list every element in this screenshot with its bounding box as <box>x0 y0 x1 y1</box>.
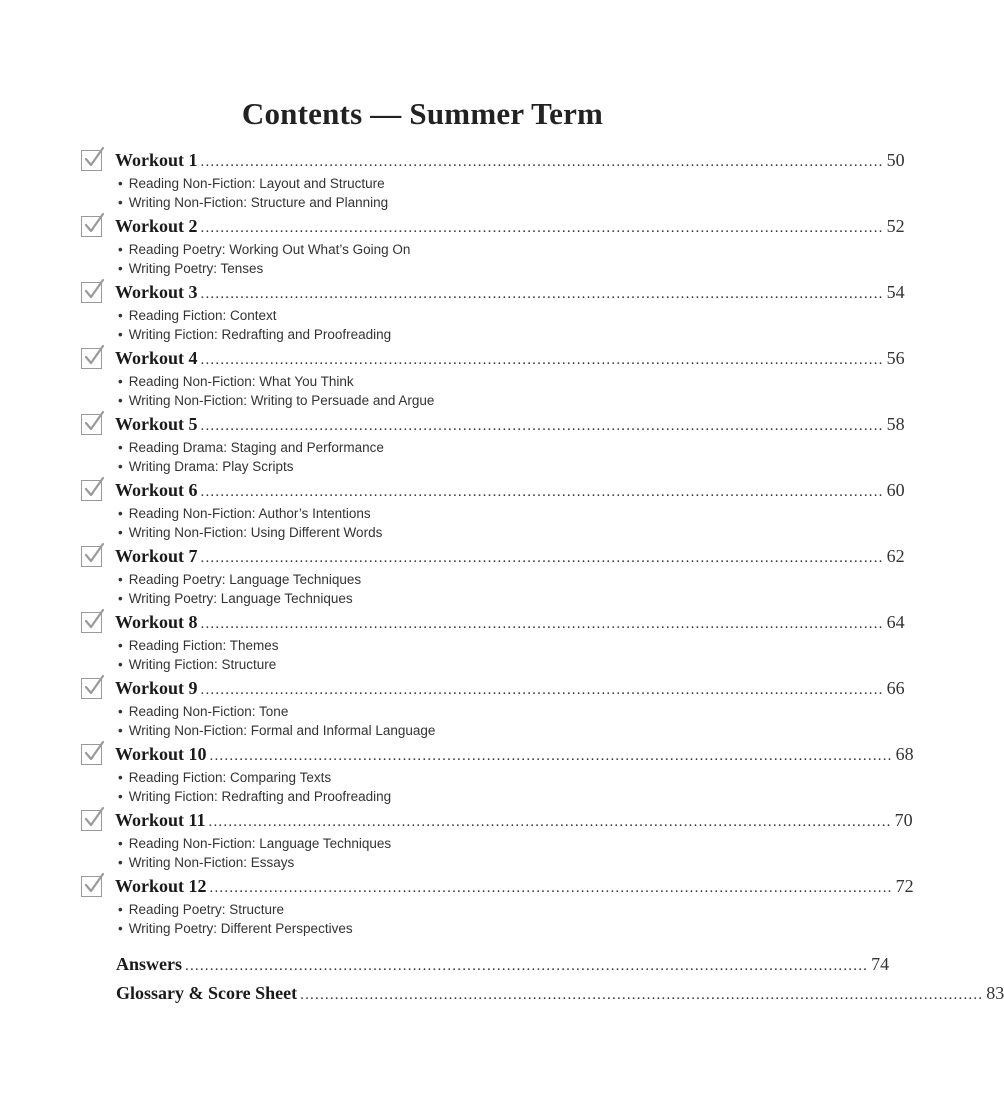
leader-dots: .......................................................................................................................................... <box>200 682 884 698</box>
workout-entry[interactable] <box>81 742 914 808</box>
topic-list <box>118 306 391 344</box>
topic-item: • Writing Fiction: Redrafting and Proofreading <box>118 787 391 806</box>
topic-list <box>118 768 391 806</box>
workout-entry[interactable] <box>81 544 905 610</box>
topic-item: • Reading Poetry: Working Out What’s Going On <box>118 240 410 259</box>
topic-list <box>118 240 410 278</box>
workout-label: Workout 11 <box>115 810 206 830</box>
topic-list <box>118 570 361 608</box>
workout-entry[interactable] <box>81 676 905 742</box>
leader-dots: .......................................................................................................................................... <box>200 154 884 170</box>
workout-label: Workout 10 <box>115 744 207 764</box>
topic-item: • Writing Non-Fiction: Writing to Persuade and Argue <box>118 391 434 410</box>
workout-entry[interactable] <box>81 412 905 478</box>
workout-entry[interactable] <box>81 280 905 346</box>
topic-item: • Writing Poetry: Different Perspectives <box>118 919 353 938</box>
checkbox-tick-icon[interactable] <box>81 678 102 699</box>
entry-label: Answers <box>116 954 182 974</box>
topic-item: • Reading Fiction: Context <box>118 306 391 325</box>
page-number: 50 <box>886 150 905 170</box>
leader-dots: .......................................................................................................................................... <box>200 418 884 434</box>
topic-list <box>118 636 279 674</box>
page-number: 83 <box>986 983 1004 1003</box>
checkbox-tick-icon[interactable] <box>81 480 102 501</box>
page-number: 72 <box>895 876 914 896</box>
workout-label: Workout 3 <box>115 282 198 302</box>
page-number: 64 <box>886 612 905 632</box>
topic-list <box>118 702 435 740</box>
workout-entry[interactable] <box>81 148 905 214</box>
topic-item: • Reading Fiction: Themes <box>118 636 279 655</box>
topic-list <box>118 834 391 872</box>
checkbox-tick-icon[interactable] <box>81 282 102 303</box>
page-number: 66 <box>886 678 905 698</box>
checkbox-tick-icon[interactable] <box>81 744 102 765</box>
topic-item: • Reading Non-Fiction: Layout and Structure <box>118 174 388 193</box>
page-number: 74 <box>871 954 890 974</box>
topic-item: • Writing Fiction: Redrafting and Proofreading <box>118 325 391 344</box>
topic-list <box>118 372 434 410</box>
topic-item: • Reading Non-Fiction: Tone <box>118 702 435 721</box>
topic-item: • Reading Non-Fiction: Language Techniques <box>118 834 391 853</box>
page-number: 68 <box>895 744 914 764</box>
leader-dots: .......................................................................................................................................... <box>200 550 884 566</box>
topic-item: • Writing Non-Fiction: Structure and Planning <box>118 193 388 212</box>
topic-item: • Writing Fiction: Structure <box>118 655 279 674</box>
topic-item: • Writing Poetry: Language Techniques <box>118 589 361 608</box>
topic-item: • Writing Poetry: Tenses <box>118 259 410 278</box>
topic-item: • Writing Non-Fiction: Essays <box>118 853 391 872</box>
topic-item: • Writing Non-Fiction: Using Different Words <box>118 523 382 542</box>
entry-label: Glossary & Score Sheet <box>116 983 298 1003</box>
leader-dots: .......................................................................................................................................... <box>200 352 884 368</box>
leader-dots: .......................................................................................................................................... <box>209 748 893 764</box>
workout-label: Workout 1 <box>115 150 198 170</box>
leader-dots: .......................................................................................................................................... <box>208 814 892 830</box>
workout-label: Workout 9 <box>115 678 198 698</box>
page-number: 58 <box>886 414 905 434</box>
topic-item: • Reading Drama: Staging and Performance <box>118 438 384 457</box>
topic-list <box>118 174 388 212</box>
topic-item: • Reading Poetry: Structure <box>118 900 353 919</box>
checkbox-tick-icon[interactable] <box>81 150 102 171</box>
page-number: 56 <box>886 348 905 368</box>
topic-item: • Writing Non-Fiction: Formal and Informal Language <box>118 721 435 740</box>
leader-dots: .......................................................................................................................................... <box>185 958 869 974</box>
workout-label: Workout 6 <box>115 480 198 500</box>
topic-item: • Reading Poetry: Language Techniques <box>118 570 361 589</box>
workout-label: Workout 4 <box>115 348 198 368</box>
leader-dots: .......................................................................................................................................... <box>300 987 984 1003</box>
checkbox-tick-icon[interactable] <box>81 810 102 831</box>
workout-entry[interactable] <box>81 874 914 940</box>
checkbox-tick-icon[interactable] <box>81 348 102 369</box>
workout-label: Workout 5 <box>115 414 198 434</box>
leader-dots: .......................................................................................................................................... <box>200 616 884 632</box>
leader-dots: .......................................................................................................................................... <box>209 880 893 896</box>
leader-dots: .......................................................................................................................................... <box>200 484 884 500</box>
workout-entry[interactable] <box>81 610 905 676</box>
workout-entry[interactable] <box>81 808 913 874</box>
checkbox-tick-icon[interactable] <box>81 414 102 435</box>
checkbox-tick-icon[interactable] <box>81 612 102 633</box>
topic-item: • Reading Non-Fiction: What You Think <box>118 372 434 391</box>
topic-item: • Reading Non-Fiction: Author’s Intentions <box>118 504 382 523</box>
topic-list <box>118 438 384 476</box>
checkbox-tick-icon[interactable] <box>81 216 102 237</box>
workout-entry[interactable] <box>81 478 905 544</box>
page-number: 62 <box>886 546 905 566</box>
topic-list <box>118 900 353 938</box>
workout-label: Workout 7 <box>115 546 198 566</box>
checkbox-tick-icon[interactable] <box>81 876 102 897</box>
page-number: 70 <box>894 810 913 830</box>
page-number: 60 <box>886 480 905 500</box>
contents-list <box>81 148 914 940</box>
leader-dots: .......................................................................................................................................... <box>200 220 884 236</box>
page-title: Contents — Summer Term <box>241 96 604 131</box>
workout-label: Workout 12 <box>115 876 207 896</box>
workout-label: Workout 2 <box>115 216 198 236</box>
topic-list <box>118 504 382 542</box>
workout-label: Workout 8 <box>115 612 198 632</box>
checkbox-tick-icon[interactable] <box>81 546 102 567</box>
workout-entry[interactable] <box>81 346 905 412</box>
leader-dots: .......................................................................................................................................... <box>200 286 884 302</box>
page-number: 54 <box>886 282 905 302</box>
topic-item: • Reading Fiction: Comparing Texts <box>118 768 391 787</box>
workout-entry[interactable] <box>81 214 905 280</box>
page-number: 52 <box>886 216 905 236</box>
topic-item: • Writing Drama: Play Scripts <box>118 457 384 476</box>
